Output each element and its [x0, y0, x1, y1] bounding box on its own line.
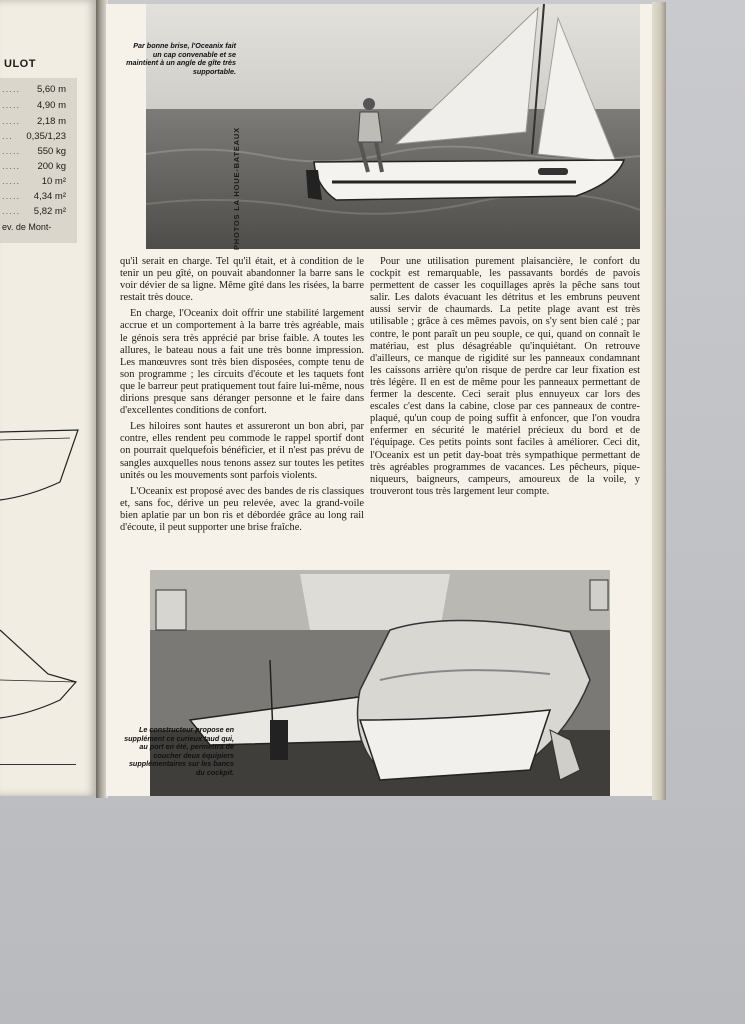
spec-heading: ULOT [4, 58, 36, 70]
spec-note: ev. de Mont- [2, 222, 52, 232]
paragraph: qu'il serait en charge. Tel qu'il était, et à condition de le tenir un peu gîté, on pouvait abandonner la barre sans le voir dévier de sa ligne. Même gîté dans les risées, la barre restait très douce. [120, 256, 364, 304]
photo-caption: Le constructeur propose en supplément ce curieux taud qui, au port en été, permettra de coucher deux équipiers supplémentaires sur les bancs du cockpit. [124, 725, 234, 777]
spec-row: ..... 10 m² [2, 176, 66, 187]
hull-drawing-1 [0, 420, 80, 510]
spec-row: ..... 5,82 m² [2, 206, 66, 217]
paragraph: En charge, l'Oceanix doit offrir une stabilité largement accrue et un comportement à la barre très agréable, mais le génois sera très apprécié par brise faible. A toutes les allures, le bateau nous a fait une très bonne impression. Les manœuvres sont très bien disposées, compte tenu de son programme ; les circuits d'écoute et les taquets font que le barreur peut pratiquement tout faire lui-même, nous dirions presque sans déranger personne et le faire dans d'excellentes conditions de confort. [120, 308, 364, 417]
paragraph: L'Oceanix est proposé avec des bandes de ris classiques et, sans foc, dérive un peu relevée, avec la grand-voile bien aplatie par un bon ris et débordée grâce au long rail d'écoute, il peut supporter une brise fraîche. [120, 485, 364, 533]
photo-caption: Par bonne brise, l'Oceanix fait un cap convenable et se maintient à un angle de gîte très supportable. [126, 41, 236, 76]
divider [0, 764, 76, 765]
paragraph: Les hiloires sont hautes et assureront un bon abri, par contre, elles rendent peu commode le rappel sportif dont on pourrait quelquefois bénéficier, et il n'est pas prévu de sangles auxquelles nous tenons assez sur toutes les petites unités ou les mouvements sont parfois violents. [120, 421, 364, 481]
hull-drawing-2 [0, 620, 80, 730]
photo-credit: PHOTOS LA HOUE-BATEAUX [232, 127, 241, 250]
paragraph: Pour une utilisation purement plaisancière, le confort du cockpit est remarquable, les passavants bordés de pavois permettent de casser les coquillages après la pêche sans tout salir. Les dalots évacuant les détritus et les embruns peuvent aussi servir de chaumards. La petite plage avant est très utilisable ; grâce à ces mêmes pavois, on s'y sent bien calé ; par contre, le pont paraît un peu souple, ce qui, quand on connaît le matériau, est plus désagréable qu'inquiétant. On retrouve d'ailleurs, ce manque de rigidité sur les panneaux condamnant les caissons arrière qu'on risque de perdre car leur fixation est très légère. Il en est de même pour les panneaux permettant de fermer la descente. Ceci serait plus ennuyeux car lors des escales c'est dans la cabine, close par ces panneaux de contre-plaqué, qu'un coup de poing suffit à enfoncer, que l'on voudra enfermer en sécurité le matériel précieux du bord et de l'équipage. Ces petits points sont faciles à améliorer. Ceci dit, l'Oceanix est un petit day-boat très sympathique permettant de très agréables programmes de vacances. Les pêcheurs, pique-niqueurs, baigneurs, campeurs, amoureux de la voile, y trouveront tous très largement leur compte. [370, 256, 640, 497]
page-edge [652, 2, 666, 800]
left-page [0, 0, 98, 796]
article-column-right [370, 256, 640, 502]
spec-row: ..... 4,90 m [2, 100, 66, 111]
spec-row: ..... 2,18 m [2, 116, 66, 127]
article-column-left [120, 256, 364, 538]
spec-row: ..... 550 kg [2, 146, 66, 157]
spec-row: ..... 4,34 m² [2, 191, 66, 202]
spec-row: ... 0,35/1,23 [2, 131, 66, 142]
spec-row: ..... 200 kg [2, 161, 66, 172]
spec-row: ..... 5,60 m [2, 84, 66, 95]
